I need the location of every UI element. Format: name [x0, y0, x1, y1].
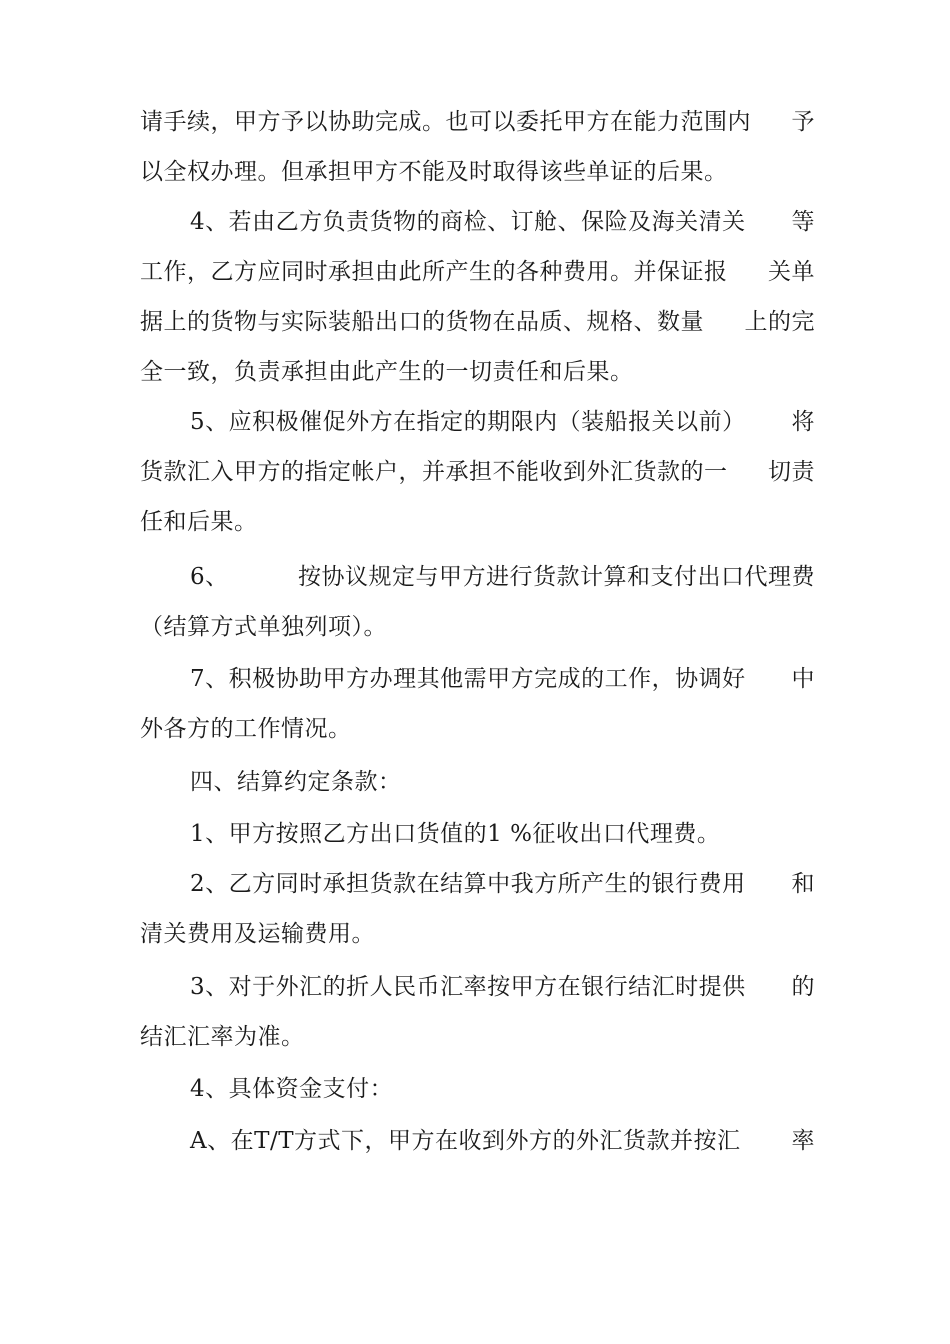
text-segment: 率 [791, 1128, 815, 1154]
paragraph-line [190, 1071, 815, 1107]
text-segment: 全一致，负责承担由此产生的一切责任和后果。 [140, 359, 634, 385]
text-segment: 请手续，甲方予以协助完成。也可以委托甲方在能力范围内 [140, 109, 751, 135]
text-segment: 6、 [190, 564, 229, 590]
paragraph-line [190, 559, 815, 595]
text-segment: 和 [791, 871, 815, 897]
text-segment: 将 [791, 409, 815, 435]
text-segment: A、在T/T方式下，甲方在收到外方的外汇货款并按汇 [190, 1128, 741, 1154]
text-segment: 中 [791, 666, 815, 692]
text-segment: 上的完 [744, 309, 815, 335]
text-segment: 4、若由乙方负责货物的商检、订舱、保险及海关清关 [190, 209, 746, 235]
text-segment: 结汇汇率为准。 [140, 1024, 305, 1050]
paragraph-line [140, 504, 815, 540]
paragraph-line [140, 304, 815, 340]
text-segment: 1、甲方按照乙方出口货值的1 %征收出口代理费。 [190, 821, 721, 847]
text-segment: 的 [791, 974, 815, 1000]
text-segment: 货款汇入甲方的指定帐户，并承担不能收到外汇货款的一 [140, 459, 728, 485]
text-segment: 切责 [768, 459, 815, 485]
text-segment: 3、对于外汇的折人民币汇率按甲方在银行结汇时提供 [190, 974, 746, 1000]
text-segment: 等 [791, 209, 815, 235]
text-segment: 2、乙方同时承担货款在结算中我方所产生的银行费用 [190, 871, 746, 897]
text-segment: 工作，乙方应同时承担由此所产生的各种费用。并保证报 [140, 259, 728, 285]
text-segment: 按协议规定与甲方进行货款计算和支付出口代理费 [298, 564, 815, 590]
paragraph-line [140, 1019, 815, 1055]
paragraph-line [140, 916, 815, 952]
paragraph-line [190, 1123, 815, 1159]
paragraph-line [140, 354, 815, 390]
paragraph-line [140, 104, 815, 140]
paragraph-line [190, 816, 815, 852]
paragraph-line [190, 404, 815, 440]
text-segment: 四、结算约定条款： [190, 769, 402, 795]
paragraph-line [140, 454, 815, 490]
text-segment: 4、具体资金支付： [190, 1076, 394, 1102]
paragraph-line [190, 866, 815, 902]
paragraph-line [140, 254, 815, 290]
paragraph-line [140, 609, 815, 645]
text-segment: 清关费用及运输费用。 [140, 921, 375, 947]
paragraph-line [140, 154, 815, 190]
paragraph-line [190, 661, 815, 697]
text-segment: 任和后果。 [140, 509, 258, 535]
text-segment: （结算方式单独列项）。 [140, 614, 387, 640]
paragraph-line [190, 969, 815, 1005]
text-segment: 以全权办理。但承担甲方不能及时取得该些单证的后果。 [140, 159, 728, 185]
paragraph-line [190, 204, 815, 240]
text-segment: 予 [791, 109, 815, 135]
paragraph-line [140, 711, 815, 747]
text-segment: 外各方的工作情况。 [140, 716, 352, 742]
text-segment: 5、应积极催促外方在指定的期限内（装船报关以前） [190, 409, 746, 435]
section-heading [190, 764, 815, 800]
text-segment: 关单 [768, 259, 815, 285]
text-segment: 7、积极协助甲方办理其他需甲方完成的工作，协调好 [190, 666, 746, 692]
text-segment: 据上的货物与实际装船出口的货物在品质、规格、数量 [140, 309, 704, 335]
